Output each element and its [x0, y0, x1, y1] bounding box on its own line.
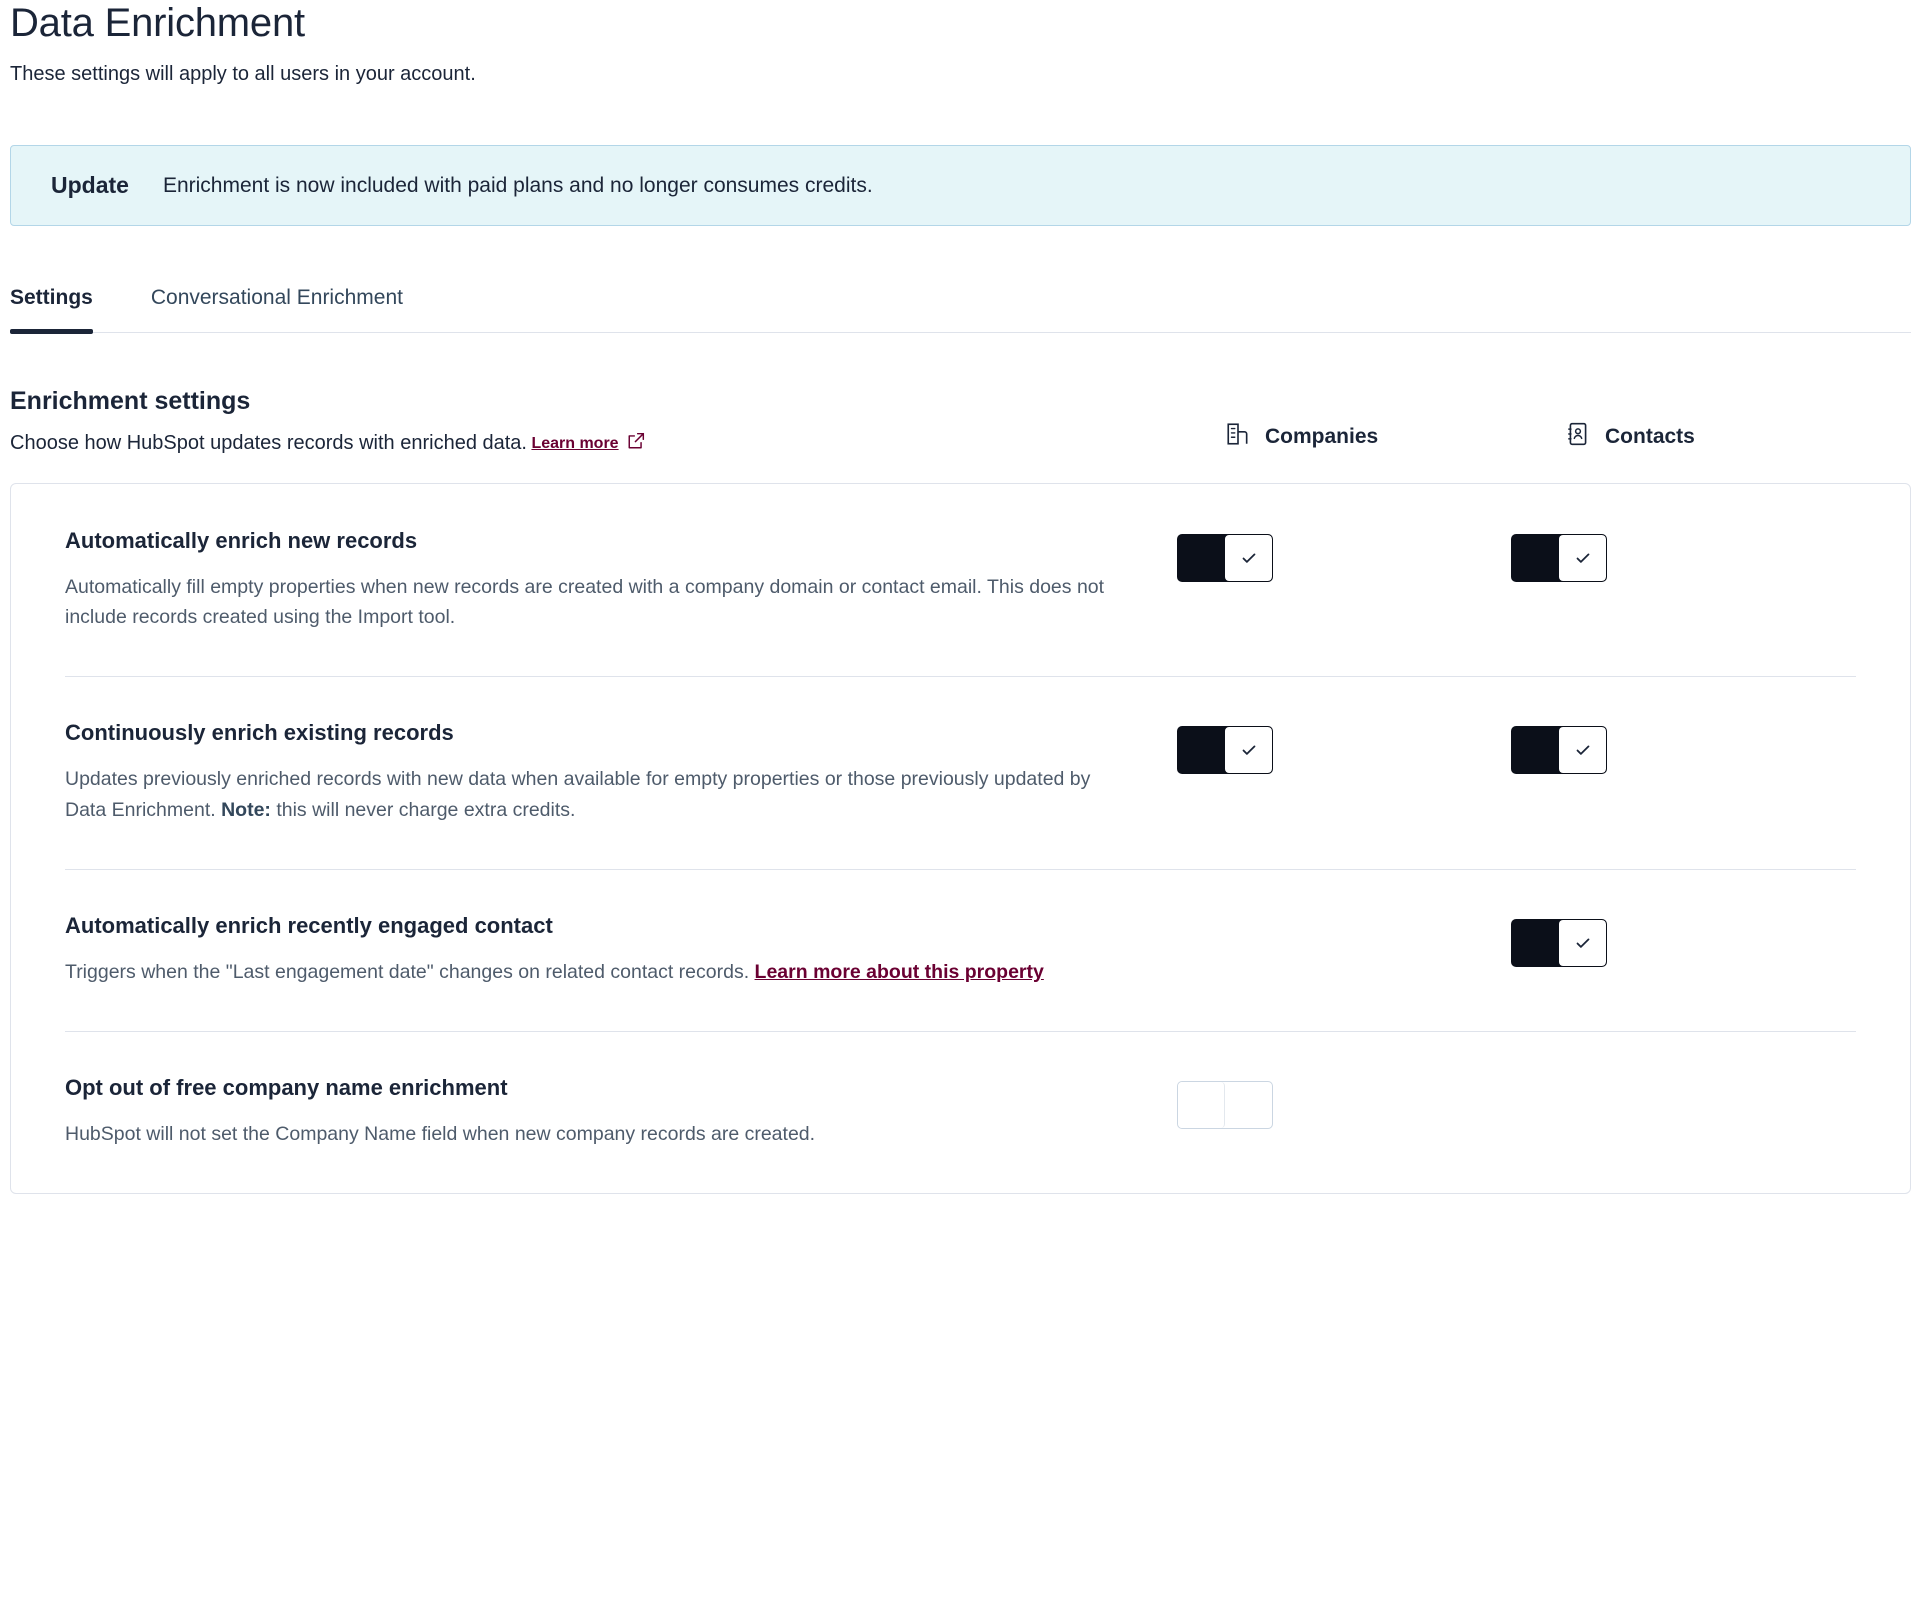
setting-title: Automatically enrich new records	[65, 528, 418, 553]
setting-row-opt-out-company-name-enrichment	[11, 1031, 1910, 1193]
tab-bar	[10, 286, 1911, 333]
toggle-continuous-enrich-companies[interactable]	[1177, 726, 1273, 774]
toggle-opt-out-company-name-companies[interactable]	[1177, 1081, 1273, 1129]
toggle-auto-enrich-new-records-contacts[interactable]	[1511, 534, 1607, 582]
toggle-cell-contacts	[1511, 720, 1811, 774]
column-headers	[1225, 421, 1865, 453]
toggle-cell-companies	[1171, 913, 1511, 967]
toggle-cell-companies	[1171, 720, 1511, 774]
banner-text: Enrichment is now included with paid plans and no longer consumes credits.	[162, 173, 873, 197]
companies-icon	[1225, 421, 1251, 453]
setting-title: Continuously enrich existing records	[65, 720, 454, 746]
setting-title: Opt out of free company name enrichment	[65, 1075, 508, 1101]
section-title: Enrichment settings	[10, 387, 251, 415]
column-header-contacts-label: Contacts	[1605, 425, 1695, 448]
column-header-companies	[1225, 421, 1565, 453]
learn-more-link[interactable]: Learn more	[531, 434, 619, 452]
toggle-cell-contacts	[1511, 528, 1811, 582]
setting-description-text: Automatically fill empty properties when new records are created with a company domain or contact email. This does not include records created using the Import tool.	[65, 576, 1105, 629]
toggle-cell-contacts	[1511, 913, 1811, 967]
setting-description-note-label: Note:	[221, 798, 271, 821]
learn-more-about-property-link[interactable]: Learn more about this property	[754, 960, 1044, 983]
tab-conversational-enrichment[interactable]: Conversational Enrichment	[150, 286, 403, 309]
setting-row-auto-enrich-recently-engaged-contact	[11, 869, 1910, 1031]
setting-description	[65, 572, 1125, 632]
tab-settings[interactable]: Settings	[10, 286, 123, 332]
setting-description-text: HubSpot will not set the Company Name field when new company records are created.	[65, 1123, 816, 1146]
update-banner	[10, 145, 1911, 226]
page-subtitle: These settings will apply to all users in your account.	[10, 63, 476, 85]
setting-description-text: Triggers when the "Last engagement date" changes on related contact records.	[65, 960, 755, 983]
toggle-cell-contacts	[1511, 1075, 1811, 1129]
external-link-icon	[627, 432, 645, 455]
setting-description	[65, 1119, 1125, 1149]
section-description: Choose how HubSpot updates records with enriched data.	[10, 432, 527, 454]
setting-row-auto-enrich-new-records	[11, 484, 1910, 676]
setting-description	[65, 764, 1125, 824]
banner-label: Update	[51, 172, 129, 198]
section-header	[10, 387, 1900, 455]
setting-title: Automatically enrich recently engaged contact	[65, 912, 553, 938]
toggle-cell-companies	[1171, 1075, 1511, 1129]
setting-row-continuously-enrich-existing-records	[11, 676, 1910, 868]
enrichment-settings-card	[10, 483, 1911, 1194]
page-title: Data Enrichment	[10, 1, 305, 45]
setting-description	[65, 957, 1125, 987]
column-header-companies-label: Companies	[1265, 425, 1379, 448]
toggle-recently-engaged-contacts[interactable]	[1511, 919, 1607, 967]
contacts-icon	[1565, 421, 1591, 453]
toggle-auto-enrich-new-records-companies[interactable]	[1177, 534, 1273, 582]
setting-description-text: Updates previously enriched records with new data when available for empty properties or those previously updated by Data Enrichment.	[65, 768, 1091, 821]
setting-description-text-2: this will never charge extra credits.	[270, 798, 576, 821]
toggle-cell-companies	[1171, 528, 1511, 582]
column-header-contacts	[1565, 421, 1865, 453]
toggle-continuous-enrich-contacts[interactable]	[1511, 726, 1607, 774]
